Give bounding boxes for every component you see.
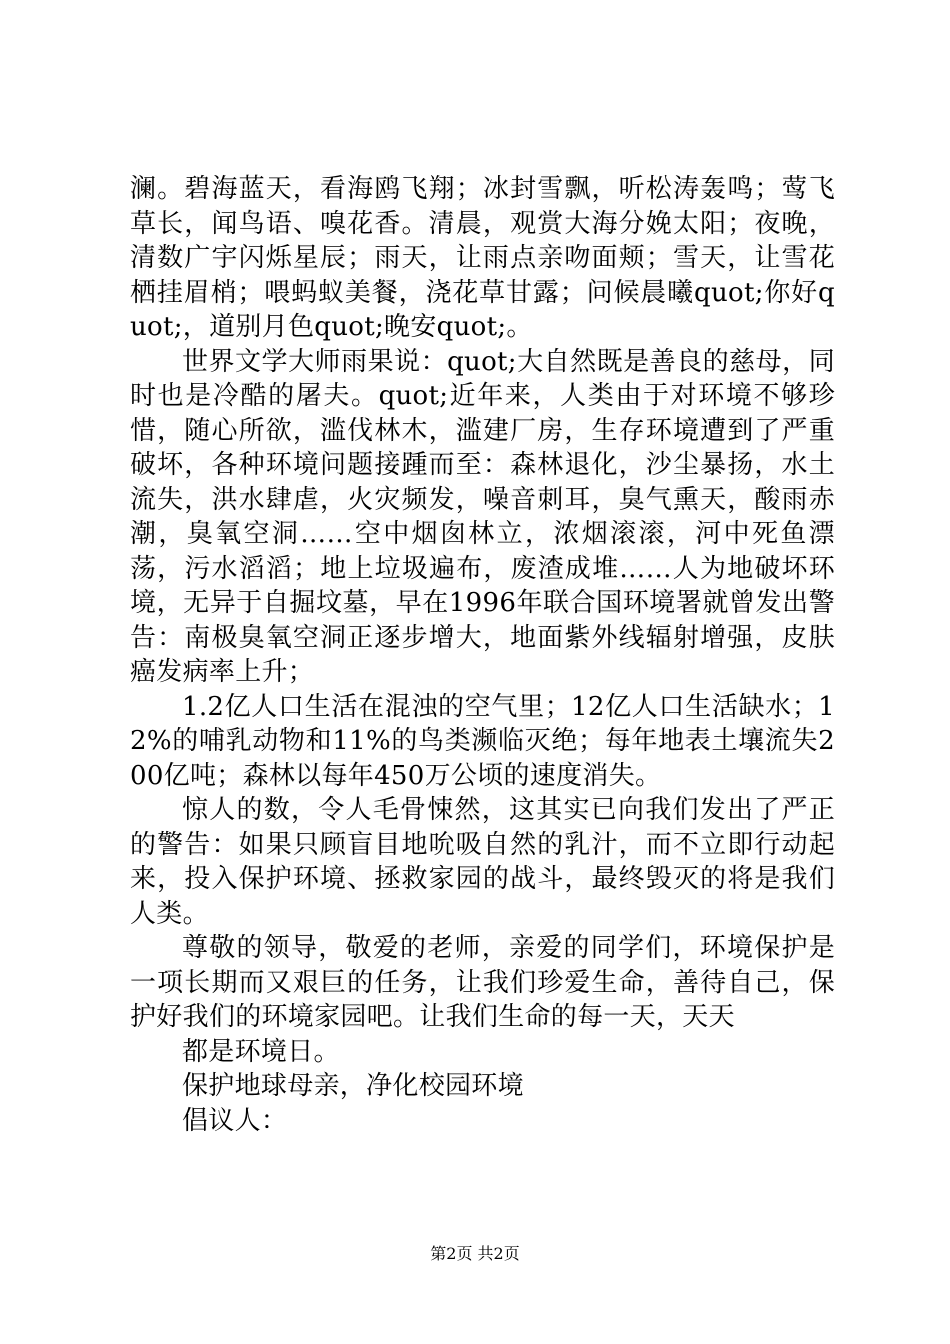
paragraph-nature-scenes: 澜。碧海蓝天，看海鸥飞翔；冰封雪飘，听松涛轰鸣；莺飞草长，闻鸟语、嗅花香。清晨，观赏大海分娩太阳；夜晚，清数广宇闪烁星辰；雨天，让雨点亲吻面颊；雪天，让雪花栖挂眉梢；喂蚂蚁美餐，浇花草甘露；问候晨曦quot;你好quot;，道别月色quot;晚安quot;。	[130, 174, 835, 342]
paragraph-statistics: 1.2亿人口生活在混浊的空气里；12亿人口生活缺水；12%的哺乳动物和11%的鸟类濒临灭绝；每年地表土壤流失200亿吨；森林以每年450万公顷的速度消失。	[130, 691, 835, 791]
paragraph-warning: 惊人的数，令人毛骨悚然，这其实已向我们发出了严正的警告：如果只顾盲目地吮吸自然的乳汁，而不立即行动起来，投入保护环境、拯救家园的战斗，最终毁灭的将是我们人类。	[130, 795, 835, 929]
line-proposer: 倡议人：	[182, 1105, 288, 1136]
page-number-footer: 第2页 共2页	[430, 1244, 520, 1263]
line-slogan: 保护地球母亲，净化校园环境	[182, 1071, 524, 1101]
document-body	[130, 172, 835, 1138]
paragraph-appeal: 尊敬的领导，敬爱的老师，亲爱的同学们，环境保护是一项长期而又艰巨的任务，让我们珍爱生命，善待自己，保护好我们的环境家园吧。让我们生命的每一天，天天	[130, 933, 835, 1032]
paragraph-hugo-quote: 世界文学大师雨果说：quot;大自然既是善良的慈母，同时也是冷酷的屠夫。quot;近年来，人类由于对环境不够珍惜，随心所欲，滥伐林木，滥建厂房，生存环境遭到了严重破坏，各种环境问题接踵而至：森林退化，沙尘暴扬，水土流失，洪水肆虐，火灾频发，噪音刺耳，臭气熏天，酸雨赤潮，臭氧空洞……空中烟囱林立，浓烟滚滚，河中死鱼漂荡，污水滔滔；地上垃圾遍布，废渣成堆……人为地破坏环境，无异于自掘坟墓，早在1996年联合国环境署就曾发出警告：南极臭氧空洞正逐步增大，地面紫外线辐射增强，皮肤癌发病率上升；	[130, 346, 835, 687]
line-environment-day: 都是环境日。	[182, 1036, 340, 1067]
